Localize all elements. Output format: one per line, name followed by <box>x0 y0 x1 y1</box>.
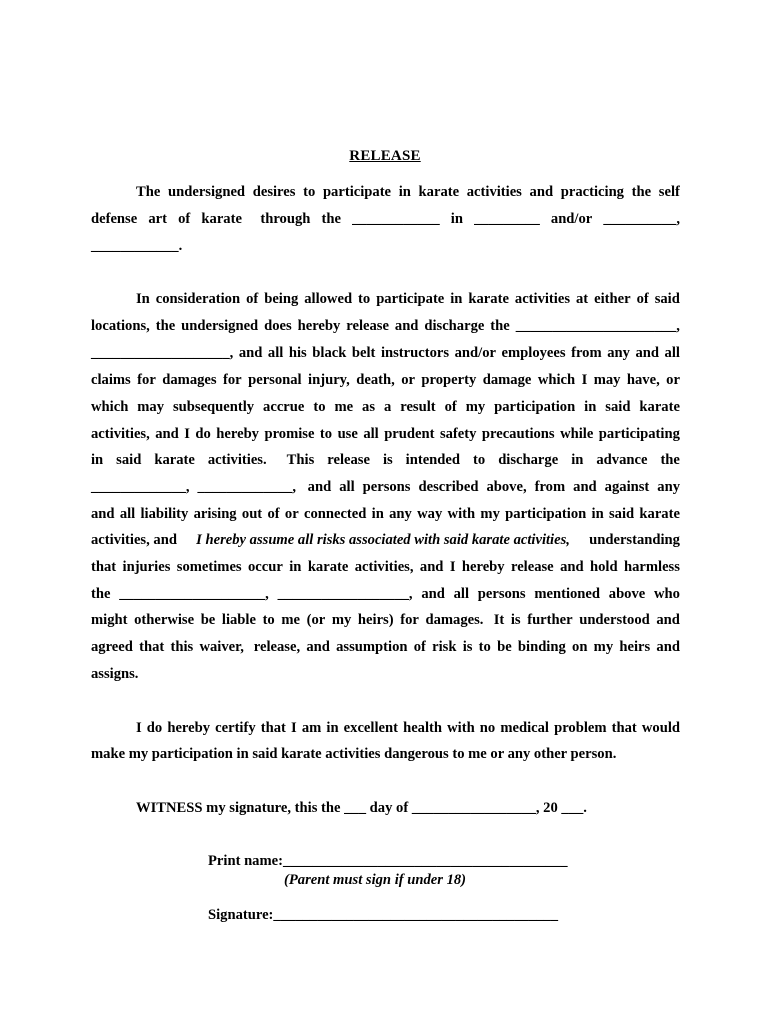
word: art <box>148 211 167 227</box>
word: either <box>594 291 631 307</box>
word: __________, <box>603 211 680 227</box>
word: hereby <box>167 720 211 736</box>
word: participation <box>505 506 587 522</box>
word: activities, <box>91 426 150 442</box>
word: in <box>398 184 411 200</box>
word: employees <box>501 345 566 361</box>
word: excellent <box>343 720 398 736</box>
word: self <box>658 184 680 200</box>
para2-line1 <box>136 290 680 308</box>
word: ______________________, <box>515 318 680 334</box>
word: ____________ <box>352 211 440 227</box>
word: release <box>346 318 389 334</box>
word: or <box>666 372 680 388</box>
word: way <box>417 506 443 522</box>
word: me <box>281 612 300 628</box>
word: for <box>400 612 419 628</box>
word: any <box>607 345 630 361</box>
word: a <box>383 399 392 415</box>
word: release <box>327 452 370 468</box>
word: claims <box>91 372 131 388</box>
word: heirs) <box>357 612 394 628</box>
word: damages. <box>425 612 484 628</box>
word: being <box>264 291 299 307</box>
word: release <box>510 559 554 575</box>
word: is <box>510 612 521 628</box>
word: undersigned <box>181 318 259 334</box>
word: with <box>447 506 476 522</box>
word: safety <box>439 426 477 442</box>
word: injuries <box>122 559 171 575</box>
word: hereby <box>461 559 505 575</box>
word: with <box>447 720 475 736</box>
para2-line5 <box>91 398 680 416</box>
word: hold <box>589 559 618 575</box>
para2-line11 <box>91 558 680 576</box>
word: liability <box>140 506 189 522</box>
word: all <box>453 586 469 602</box>
para1-line1 <box>136 183 680 201</box>
word: result <box>400 399 436 415</box>
word: to <box>319 426 333 442</box>
word: damages <box>162 372 217 388</box>
word: and <box>573 479 597 495</box>
word: belt <box>351 345 376 361</box>
para2-line3 <box>91 344 680 362</box>
word: that <box>611 720 637 736</box>
word: may <box>137 399 165 415</box>
para2-line2 <box>91 317 680 335</box>
para2-line13 <box>91 611 680 629</box>
word: locations, <box>91 318 150 334</box>
word: of <box>444 399 457 415</box>
word: in <box>571 452 584 468</box>
word: subsequently <box>172 399 255 415</box>
word: understood <box>579 612 650 628</box>
word: of <box>636 291 649 307</box>
word: do <box>195 426 211 442</box>
para2-line8 <box>91 478 680 496</box>
word: all <box>119 506 136 522</box>
para2-line6 <box>91 425 680 443</box>
word: _________ <box>474 211 540 227</box>
word: in <box>584 399 597 415</box>
word: is <box>382 452 393 468</box>
word: activities, <box>354 559 414 575</box>
word: his <box>288 345 307 361</box>
word: injury, <box>308 372 350 388</box>
word: karate <box>307 559 349 575</box>
word: at <box>575 291 589 307</box>
word: and <box>529 184 554 200</box>
para3-line1 <box>136 719 680 737</box>
word: to <box>358 291 371 307</box>
para2-line10 <box>91 531 680 549</box>
word: for <box>223 372 242 388</box>
word: all <box>363 426 379 442</box>
word: as <box>362 399 376 415</box>
word: death, <box>356 372 395 388</box>
signature-row <box>208 906 558 924</box>
para2-line7 <box>91 451 680 469</box>
word: promise <box>264 426 315 442</box>
word: allowed <box>304 291 353 307</box>
word: and <box>635 345 659 361</box>
word: my <box>480 506 500 522</box>
word: property <box>421 372 477 388</box>
word: instructors <box>380 345 450 361</box>
word: activities <box>514 291 571 307</box>
word: participating <box>598 426 680 442</box>
word: and/or <box>454 345 496 361</box>
word: from <box>571 345 602 361</box>
word: or <box>401 372 415 388</box>
word: and/or <box>550 211 593 227</box>
word: __________________, <box>277 586 413 602</box>
word: of <box>267 506 280 522</box>
word: assumption <box>336 639 408 655</box>
word: said <box>608 506 635 522</box>
word: medical <box>500 720 549 736</box>
word: the <box>631 184 652 200</box>
word: practicing <box>560 184 624 200</box>
word: and <box>91 506 115 522</box>
word: my <box>331 612 352 628</box>
word: activities <box>466 184 522 200</box>
print-name-row <box>208 852 568 870</box>
word: of <box>413 639 426 655</box>
word: harmless <box>623 559 680 575</box>
word: further <box>527 612 573 628</box>
word: from <box>534 479 566 495</box>
word: I <box>291 720 297 736</box>
word: and <box>304 479 332 495</box>
word: arising <box>193 506 237 522</box>
word: to <box>303 184 316 200</box>
word: be <box>497 639 512 655</box>
para2-line14 <box>91 638 680 656</box>
word: of <box>246 291 259 307</box>
word: personal <box>248 372 302 388</box>
word: or <box>284 506 299 522</box>
word: and <box>306 639 330 655</box>
word: no <box>479 720 496 736</box>
word: undersigned <box>168 184 246 200</box>
word: karate <box>418 184 460 200</box>
word: in <box>450 291 463 307</box>
word: the <box>660 452 680 468</box>
word: while <box>560 426 594 442</box>
word: the <box>155 318 176 334</box>
word: me <box>334 399 354 415</box>
para2-line10-end: understanding <box>585 532 680 548</box>
word: (or <box>306 612 326 628</box>
word: persons <box>362 479 411 495</box>
word: said <box>116 452 142 468</box>
word: to <box>313 399 326 415</box>
word: and <box>419 559 444 575</box>
word: in <box>371 506 384 522</box>
word: in <box>591 506 604 522</box>
word: who <box>654 586 680 602</box>
word: all <box>339 479 355 495</box>
word: It <box>490 612 505 628</box>
word: problem <box>554 720 607 736</box>
document-title: RELEASE <box>349 148 421 164</box>
word: _____________, <box>197 479 297 495</box>
word: for <box>137 372 156 388</box>
word: defense <box>91 211 138 227</box>
word: and <box>238 345 263 361</box>
word: the <box>321 211 341 227</box>
word: any <box>657 479 680 495</box>
word: This <box>279 452 315 468</box>
word: I <box>184 426 190 442</box>
word: said <box>605 399 631 415</box>
print-name-field[interactable]: _______________________________________ <box>282 853 568 869</box>
witness-line: WITNESS my signature, this the ___ day of _________________, 20 ___. <box>136 800 587 816</box>
word: consideration <box>155 291 241 307</box>
signature-field[interactable]: _______________________________________ <box>273 907 558 923</box>
word: occur <box>248 559 283 575</box>
word: against <box>604 479 650 495</box>
word: In <box>136 291 150 307</box>
word: The <box>136 184 161 200</box>
word: hereby <box>297 318 341 334</box>
word: I <box>136 720 142 736</box>
word: that <box>260 720 286 736</box>
word: above <box>608 586 646 602</box>
para1-line2 <box>91 210 680 228</box>
word: of <box>178 211 191 227</box>
word: mentioned <box>534 586 601 602</box>
word: sometimes <box>176 559 242 575</box>
parent-sign-note: (Parent must sign if under 18) <box>284 872 467 888</box>
word: would <box>641 720 680 736</box>
word: accrue <box>263 399 305 415</box>
word: agreed <box>91 639 133 655</box>
word: all <box>664 345 680 361</box>
word: persons <box>477 586 526 602</box>
word: in <box>450 211 463 227</box>
word: do <box>146 720 163 736</box>
word: to <box>262 612 275 628</box>
word: which <box>537 372 576 388</box>
word: my <box>465 399 486 415</box>
word: release, <box>250 639 301 655</box>
word: use <box>337 426 358 442</box>
word: am <box>301 720 322 736</box>
word: to <box>473 452 486 468</box>
word: to <box>478 639 491 655</box>
word: discharge <box>498 452 559 468</box>
word: and <box>421 586 445 602</box>
word: does <box>264 318 292 334</box>
word: liable <box>221 612 256 628</box>
word: otherwise <box>134 612 195 628</box>
word: which <box>91 399 129 415</box>
word: and <box>656 639 680 655</box>
word: said <box>654 291 680 307</box>
word: and <box>560 559 584 575</box>
word: through <box>253 211 311 227</box>
word: above, <box>486 479 527 495</box>
word: prudent <box>384 426 435 442</box>
word: participate <box>376 291 445 307</box>
word: in <box>326 720 339 736</box>
word: this <box>170 639 194 655</box>
word: and <box>155 426 179 442</box>
word: the <box>490 318 510 334</box>
word: and <box>394 318 419 334</box>
word: ____________________, <box>119 586 269 602</box>
word: may <box>593 372 621 388</box>
word: activities. <box>207 452 267 468</box>
para2-line4 <box>91 371 680 389</box>
word: heirs <box>619 639 651 655</box>
word: have, <box>626 372 660 388</box>
word: the <box>91 586 111 602</box>
para2-line9 <box>91 505 680 523</box>
word: karate <box>201 211 242 227</box>
word: that <box>139 639 165 655</box>
para2-line12 <box>91 585 680 603</box>
word: karate <box>468 291 509 307</box>
assume-risk-statement: I hereby assume all risks associated with said karate activities, <box>196 532 570 548</box>
signature-label: Signature: <box>208 907 274 923</box>
word: any <box>389 506 412 522</box>
word: risk <box>432 639 457 655</box>
para1-line3: ____________. <box>91 238 183 254</box>
word: out <box>241 506 263 522</box>
word: connected <box>303 506 367 522</box>
word: karate <box>639 399 680 415</box>
para2-line10-start: activities, and <box>91 532 181 548</box>
word: certify <box>215 720 256 736</box>
word: on <box>572 639 588 655</box>
word: karate <box>639 506 680 522</box>
word: discharge <box>424 318 485 334</box>
word: intended <box>405 452 461 468</box>
word: _____________, <box>91 479 190 495</box>
para2-line15: assigns. <box>91 666 139 682</box>
word: health <box>403 720 442 736</box>
word: damage <box>482 372 532 388</box>
word: black <box>312 345 347 361</box>
word: described <box>418 479 479 495</box>
word: might <box>91 612 128 628</box>
word: all <box>267 345 284 361</box>
word: binding <box>517 639 566 655</box>
word: precautions <box>481 426 555 442</box>
word: be <box>200 612 216 628</box>
word: is <box>462 639 473 655</box>
print-name-label: Print name: <box>208 853 283 869</box>
word: desires <box>252 184 296 200</box>
word: I <box>449 559 456 575</box>
word: ___________________, <box>91 345 234 361</box>
word: hereby <box>216 426 259 442</box>
word: waiver, <box>199 639 244 655</box>
word: participation <box>494 399 576 415</box>
para3-line2: make my participation in said karate activities dangerous to me or any other person. <box>91 746 617 762</box>
word: that <box>91 559 117 575</box>
word: advance <box>596 452 648 468</box>
word: and <box>656 612 680 628</box>
word: in <box>91 452 104 468</box>
word: I <box>581 372 588 388</box>
word: participate <box>322 184 392 200</box>
word: in <box>289 559 302 575</box>
word: my <box>593 639 614 655</box>
word: karate <box>154 452 195 468</box>
